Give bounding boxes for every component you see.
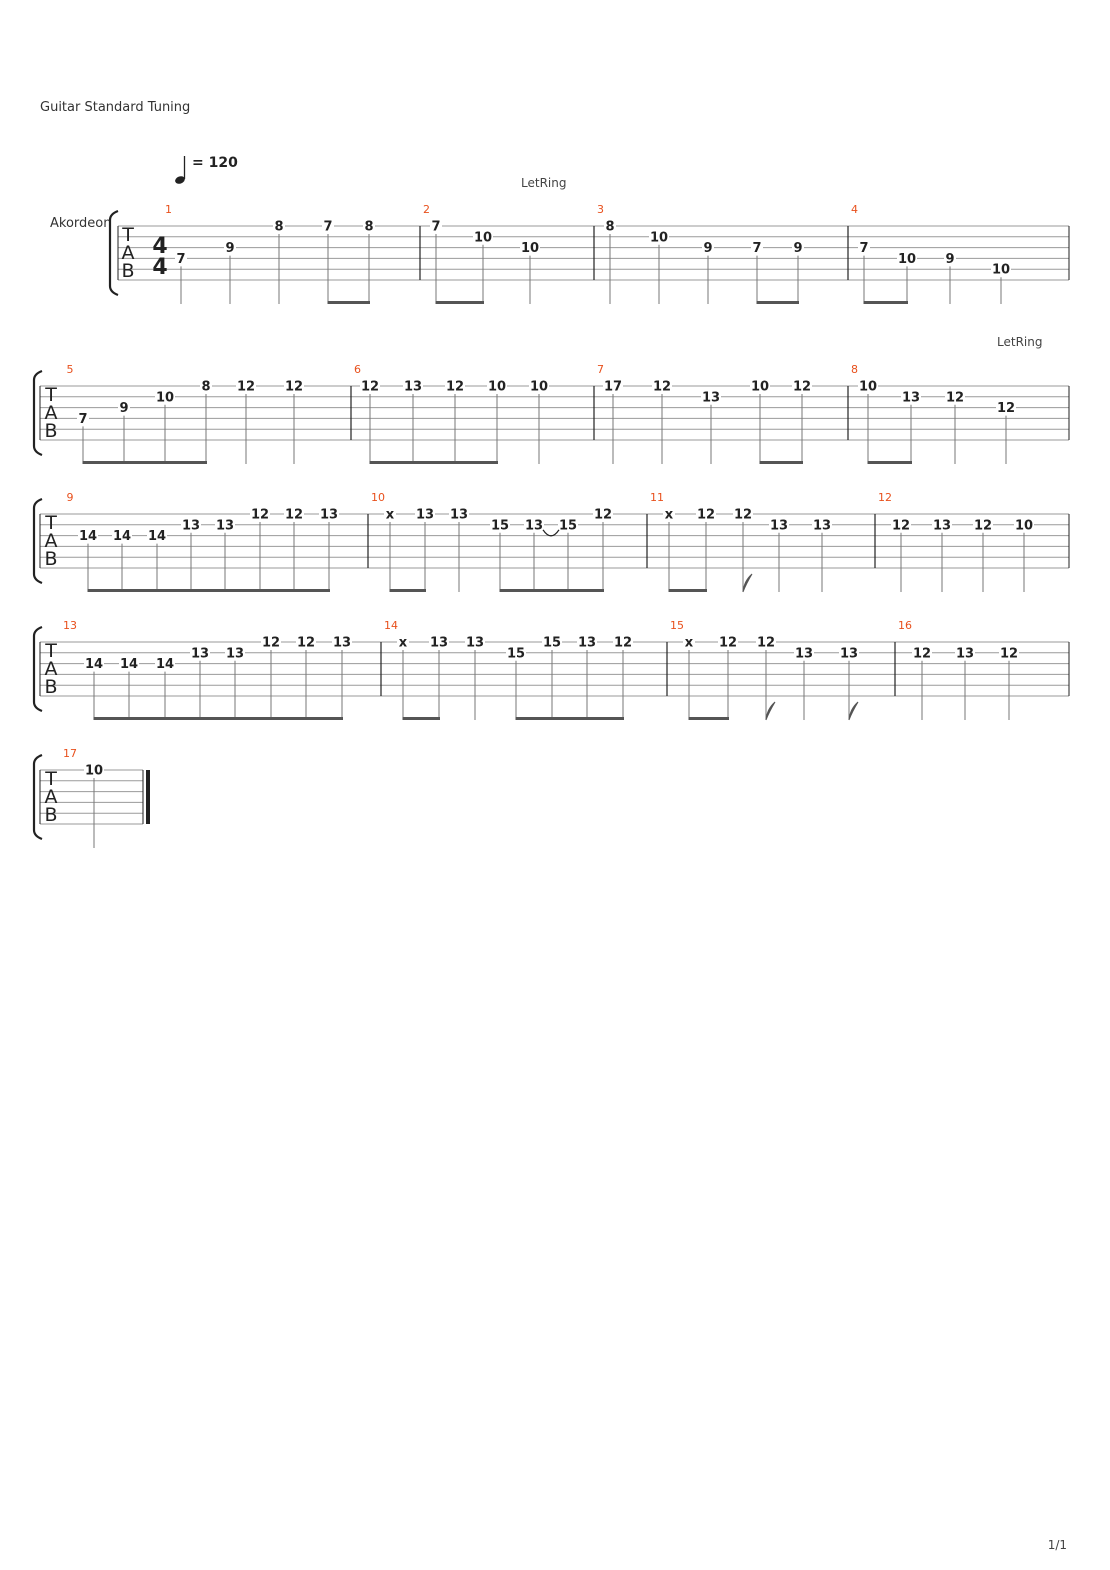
fret-number: 8	[274, 219, 284, 235]
tempo-note-icon	[174, 156, 186, 185]
tempo-value: = 120	[192, 155, 238, 171]
system-bracket	[110, 211, 118, 295]
beam	[757, 301, 800, 304]
fret-number: 12	[250, 507, 270, 523]
beam	[370, 461, 499, 464]
measure-number: 7	[597, 363, 604, 376]
measure-number: 8	[851, 363, 858, 376]
tab-clef-letter: A	[44, 530, 58, 552]
tab-clef-letter: A	[44, 658, 58, 680]
fret-number: 14	[112, 529, 132, 545]
beam	[328, 301, 371, 304]
fret-number: 13	[449, 507, 469, 523]
fret-number: 12	[445, 379, 465, 395]
eighth-flag	[849, 702, 858, 720]
fret-number: 8	[605, 219, 615, 235]
fret-number: 10	[487, 379, 507, 395]
fret-number: 10	[473, 230, 493, 246]
fret-number: 7	[431, 219, 441, 235]
fret-number: 12	[696, 507, 716, 523]
fret-number: 13	[901, 390, 921, 406]
fret-number: 13	[794, 646, 814, 662]
fret-number: 12	[996, 401, 1016, 417]
fret-number: 12	[236, 379, 256, 395]
let-ring-annotation-1: LetRing	[521, 176, 567, 190]
fret-number: 17	[603, 379, 623, 395]
fret-number: 9	[793, 241, 803, 257]
fret-number: 13	[839, 646, 859, 662]
fret-number: 13	[932, 518, 952, 534]
tab-clef-letter: T	[45, 384, 57, 406]
fret-number: 15	[542, 635, 562, 651]
fret-number: 12	[593, 507, 613, 523]
measure-number: 17	[63, 747, 77, 760]
fret-number: 10	[750, 379, 770, 395]
fret-number: 12	[261, 635, 281, 651]
fret-number: 9	[945, 251, 955, 267]
let-ring-annotation-2: LetRing	[997, 335, 1043, 349]
tab-system-4	[34, 619, 1069, 720]
fret-number: 10	[991, 262, 1011, 278]
fret-number: 12	[652, 379, 672, 395]
fret-number: 8	[364, 219, 374, 235]
beam	[689, 717, 730, 720]
fret-number: 13	[769, 518, 789, 534]
measure-number: 9	[66, 491, 74, 504]
fret-number: 10	[84, 763, 104, 779]
fret-number: 7	[176, 251, 186, 267]
fret-number: 13	[215, 518, 235, 534]
fret-number: 13	[225, 646, 245, 662]
fret-number: 13	[812, 518, 832, 534]
beam	[669, 589, 708, 592]
page-number: 1/1	[1047, 1538, 1067, 1552]
fret-number: 12	[999, 646, 1019, 662]
time-signature-top: 4	[152, 234, 168, 259]
fret-number: 14	[78, 529, 98, 545]
fret-number: 12	[718, 635, 738, 651]
fret-number: 12	[945, 390, 965, 406]
beam	[390, 589, 427, 592]
beam	[83, 461, 208, 464]
fret-number: x	[385, 507, 395, 523]
fret-number: 15	[506, 646, 526, 662]
tab-clef-letter: T	[122, 224, 134, 246]
fret-number: 12	[284, 379, 304, 395]
fret-number: 12	[360, 379, 380, 395]
tab-clef-letter: B	[44, 548, 58, 570]
fret-number: 7	[752, 241, 762, 257]
fret-number: 14	[155, 657, 175, 673]
fret-number: 12	[973, 518, 993, 534]
tab-system-2	[34, 363, 1069, 464]
instrument-name: Akordeon	[50, 216, 112, 231]
fret-number: 12	[613, 635, 633, 651]
fret-number: 13	[332, 635, 352, 651]
fret-number: 10	[649, 230, 669, 246]
measure-number: 12	[878, 491, 892, 504]
fret-number: 10	[155, 390, 175, 406]
beam	[760, 461, 804, 464]
tab-clef-letter: T	[45, 768, 57, 790]
final-thick-barline	[146, 770, 150, 824]
measure-number: 16	[898, 619, 912, 632]
fret-number: 14	[147, 529, 167, 545]
tab-system-3	[34, 491, 1069, 592]
measure-number: 15	[670, 619, 684, 632]
tab-clef-letter: A	[121, 242, 135, 264]
measure-number: 1	[165, 203, 172, 216]
fret-number: 13	[701, 390, 721, 406]
fret-number: 9	[225, 241, 235, 257]
fret-number: 13	[429, 635, 449, 651]
system-bracket	[34, 499, 42, 583]
fret-number: 10	[858, 379, 878, 395]
beam	[88, 589, 331, 592]
tab-clef-letter: B	[44, 804, 58, 826]
tab-clef-letter: A	[44, 786, 58, 808]
fret-number: 13	[181, 518, 201, 534]
fret-number: 14	[84, 657, 104, 673]
beam	[403, 717, 441, 720]
fret-number: 13	[465, 635, 485, 651]
eighth-flag	[743, 574, 752, 592]
system-bracket	[34, 627, 42, 711]
tab-clef-letter: T	[45, 512, 57, 534]
measure-number: 10	[371, 491, 385, 504]
fret-number: 13	[524, 518, 544, 534]
fret-number: 12	[756, 635, 776, 651]
measure-number: 14	[384, 619, 398, 632]
measure-number: 13	[63, 619, 77, 632]
fret-number: 12	[792, 379, 812, 395]
fret-number: 13	[190, 646, 210, 662]
beam	[500, 589, 605, 592]
fret-number: x	[398, 635, 408, 651]
fret-number: 13	[403, 379, 423, 395]
system-bracket	[34, 371, 42, 455]
fret-number: 12	[733, 507, 753, 523]
fret-number: 13	[319, 507, 339, 523]
fret-number: 12	[912, 646, 932, 662]
fret-number: 10	[897, 251, 917, 267]
fret-number: 10	[1014, 518, 1034, 534]
beam	[864, 301, 909, 304]
tab-system-1	[110, 203, 1069, 304]
fret-number: 12	[891, 518, 911, 534]
fret-number: 13	[415, 507, 435, 523]
tab-system-5	[34, 747, 150, 848]
fret-number: 14	[119, 657, 139, 673]
beam	[436, 301, 485, 304]
fret-number: 7	[323, 219, 333, 235]
system-bracket	[34, 755, 42, 839]
tab-clef-letter: B	[44, 420, 58, 442]
fret-number: 12	[296, 635, 316, 651]
fret-number: x	[684, 635, 694, 651]
fret-number: 8	[201, 379, 211, 395]
fret-number: 13	[577, 635, 597, 651]
beam	[868, 461, 913, 464]
tab-clef-letter: A	[44, 402, 58, 424]
tab-clef-letter: T	[45, 640, 57, 662]
fret-number: 15	[558, 518, 578, 534]
fret-number: 10	[520, 241, 540, 257]
fret-number: 13	[955, 646, 975, 662]
beam	[94, 717, 344, 720]
fret-number: 7	[859, 241, 869, 257]
beam	[516, 717, 625, 720]
measure-number: 5	[66, 363, 74, 376]
measure-number: 11	[650, 491, 664, 504]
measure-number: 6	[354, 363, 361, 376]
tuning-label: Guitar Standard Tuning	[40, 100, 191, 115]
tab-clef-letter: B	[121, 260, 135, 282]
fret-number: 15	[490, 518, 510, 534]
tie-arc	[543, 530, 559, 536]
measure-number: 3	[597, 203, 604, 216]
tab-clef-letter: B	[44, 676, 58, 698]
fret-number: 9	[703, 241, 713, 257]
time-signature-bottom: 4	[152, 255, 168, 280]
fret-number: 12	[284, 507, 304, 523]
fret-number: x	[664, 507, 674, 523]
measure-number: 4	[851, 203, 858, 216]
fret-number: 9	[119, 401, 129, 417]
fret-number: 7	[78, 411, 88, 427]
eighth-flag	[766, 702, 775, 720]
fret-number: 10	[529, 379, 549, 395]
measure-number: 2	[423, 203, 430, 216]
